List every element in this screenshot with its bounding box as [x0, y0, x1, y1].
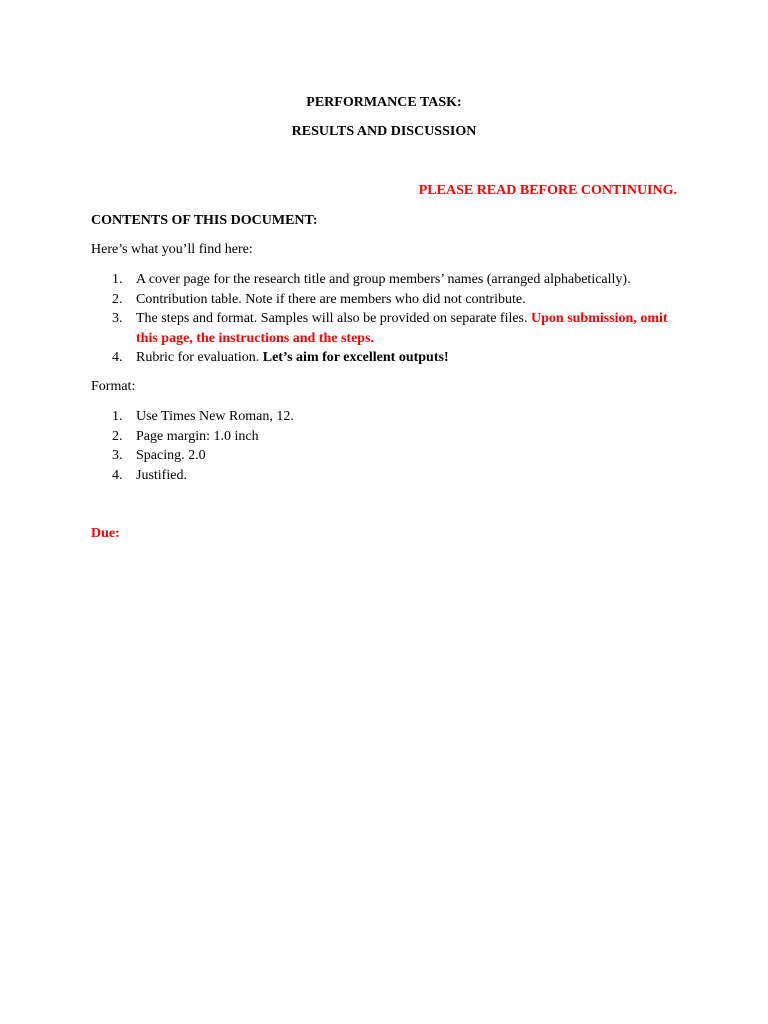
list-item: [91, 348, 691, 368]
list-number: 2.: [112, 428, 123, 444]
list-item-text: The steps and format. Samples will also be provided on separate files.: [136, 311, 532, 326]
document-title-line-2: RESULTS AND DISCUSSION: [291, 124, 477, 139]
document-title-line-1: PERFORMANCE TASK:: [306, 95, 462, 110]
list-item-text: Justified.: [136, 467, 187, 483]
list-item-text: Use Times New Roman, 12.: [136, 409, 294, 424]
list-item-text: A cover page for the research title and group members’ names (arranged alphabetically).: [136, 272, 631, 287]
encouragement-text: Let’s aim for excellent outputs!: [262, 350, 449, 365]
list-item: [91, 407, 691, 427]
list-item: [91, 427, 691, 447]
list-item-text: Contribution table. Note if there are members who did not contribute.: [136, 291, 526, 307]
format-list: [91, 407, 691, 485]
list-number: 3.: [112, 448, 123, 463]
intro-text: Here’s what you’ll find here:: [91, 242, 253, 257]
list-item-text: Page margin: 1.0 inch: [136, 428, 259, 444]
list-number: 2.: [112, 291, 123, 307]
list-item-text: Rubric for evaluation.: [136, 350, 263, 365]
list-item: [91, 446, 691, 466]
list-item: [91, 466, 691, 486]
list-item: [91, 270, 691, 290]
list-number: 4.: [112, 467, 123, 483]
format-label: Format:: [91, 379, 136, 394]
contents-list: [91, 270, 691, 368]
list-number: 1.: [112, 272, 123, 287]
due-label: Due:: [91, 526, 120, 541]
list-number: 4.: [112, 350, 123, 365]
list-item-text: Spacing. 2.0: [136, 448, 206, 463]
list-number: 1.: [112, 409, 123, 424]
list-number: 3.: [112, 311, 123, 326]
list-item: [91, 290, 691, 310]
contents-heading: CONTENTS OF THIS DOCUMENT:: [91, 213, 318, 228]
read-notice: PLEASE READ BEFORE CONTINUING.: [418, 183, 677, 198]
submission-warning: Upon submission, omit this page, the instructions and the steps.: [136, 311, 668, 346]
list-item: [91, 309, 691, 348]
